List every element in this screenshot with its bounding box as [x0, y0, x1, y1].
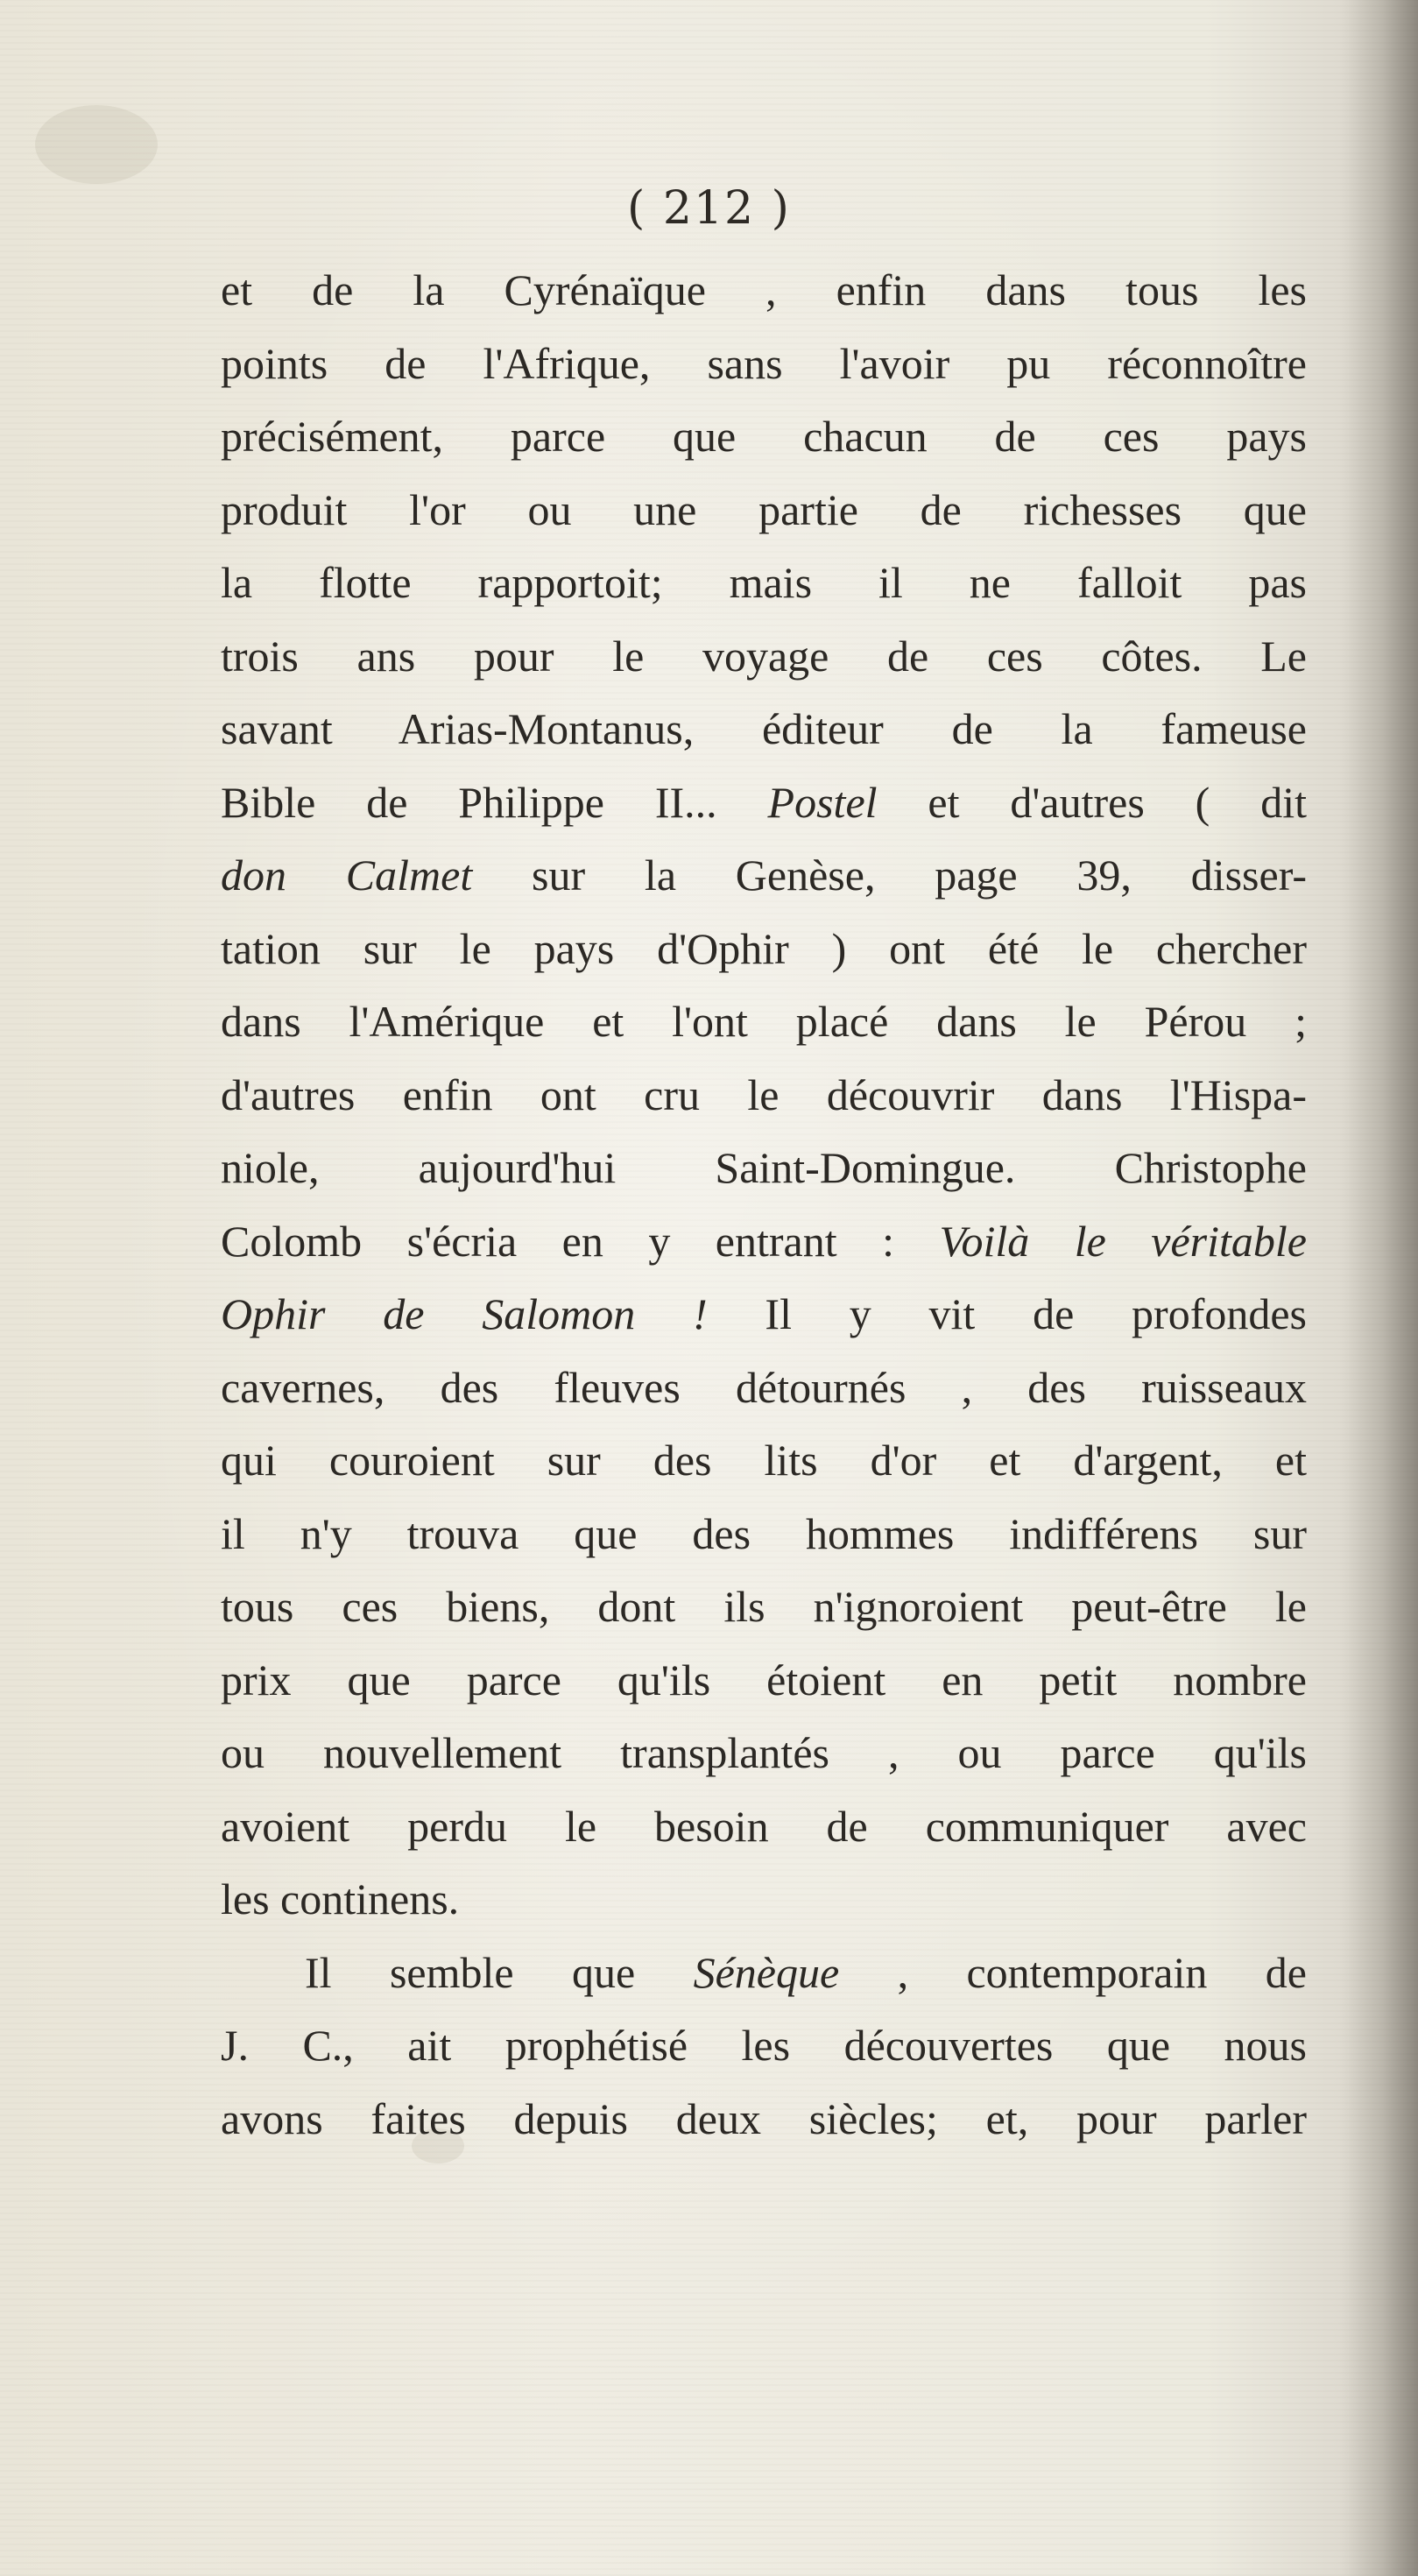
- text-line: [221, 328, 1307, 401]
- text-line: [221, 1570, 1307, 1644]
- text-line: [221, 693, 1307, 766]
- italic-text: Postel: [767, 777, 878, 827]
- text-segment: dans l'Amérique et l'ont placé dans le Pérou ;: [221, 997, 1307, 1046]
- text-segment: niole, aujourd'hui Saint-Domingue. Christophe: [221, 1143, 1307, 1192]
- text-line: [221, 1205, 1307, 1279]
- text-segment: prix que parce qu'ils étoient en petit nombre: [221, 1655, 1307, 1704]
- body-text: [221, 254, 1307, 2156]
- text-line: [221, 839, 1307, 913]
- text-segment: J. C., ait prophétisé les découvertes que nous: [221, 2021, 1307, 2070]
- text-line: [221, 1132, 1307, 1205]
- text-line: [221, 1937, 1307, 2010]
- text-line: [221, 1352, 1307, 1425]
- text-segment: tous ces biens, dont ils n'ignoroient peut-être le: [221, 1582, 1307, 1631]
- paper-stain: [35, 105, 158, 184]
- text-segment: tation sur le pays d'Ophir ) ont été le chercher: [221, 923, 1307, 973]
- italic-text: Sénèque: [693, 1947, 840, 1997]
- text-segment: d'autres enfin ont cru le découvrir dans l'Hispa-: [221, 1069, 1307, 1119]
- text-segment: la flotte rapportoit; mais il ne falloit pas: [221, 558, 1307, 607]
- text-segment: , contemporain de: [839, 1947, 1307, 1997]
- text-line: [221, 1278, 1307, 1352]
- text-line: [221, 400, 1307, 474]
- text-segment: Il y vit de profondes: [707, 1289, 1307, 1338]
- text-line: [221, 1863, 1307, 1937]
- text-line: [221, 985, 1307, 1059]
- text-segment: Il semble que: [305, 1947, 694, 1997]
- text-segment: produit l'or ou une partie de richesses que: [221, 484, 1307, 534]
- text-line: [221, 1498, 1307, 1571]
- text-segment: et d'autres ( dit: [877, 777, 1307, 827]
- text-line: [221, 1059, 1307, 1133]
- text-segment: avoient perdu le besoin de communiquer avec: [221, 1801, 1307, 1851]
- text-segment: précisément, parce que chacun de ces pays: [221, 412, 1307, 461]
- text-segment: les continens.: [221, 1874, 460, 1923]
- text-line: [221, 913, 1307, 986]
- text-segment: Colomb s'écria en y entrant :: [221, 1216, 940, 1266]
- text-segment: cavernes, des fleuves détournés , des ruisseaux: [221, 1362, 1307, 1412]
- text-segment: savant Arias-Montanus, éditeur de la fameuse: [221, 704, 1307, 753]
- text-segment: sur la Genèse, page 39, disser-: [472, 850, 1307, 900]
- text-line: [221, 2009, 1307, 2083]
- text-segment: Bible de Philippe II...: [221, 777, 768, 827]
- text-line: [221, 547, 1307, 620]
- text-line: [221, 766, 1307, 840]
- italic-text: Ophir de Salomon !: [221, 1289, 708, 1338]
- text-segment: points de l'Afrique, sans l'avoir pu réconnoître: [221, 338, 1307, 388]
- text-line: [221, 1790, 1307, 1864]
- text-line: [221, 620, 1307, 694]
- text-line: [221, 254, 1307, 328]
- text-segment: et de la Cyrénaïque , enfin dans tous les: [221, 265, 1307, 314]
- page-number: ( 212 ): [627, 182, 791, 235]
- text-segment: avons faites depuis deux siècles; et, pour parler: [221, 2093, 1307, 2143]
- italic-text: Voilà le véritable: [939, 1216, 1307, 1266]
- text-segment: ou nouvellement transplantés , ou parce qu'ils: [221, 1728, 1307, 1777]
- text-line: [221, 474, 1307, 547]
- italic-text: don Calmet: [221, 850, 473, 900]
- text-segment: il n'y trouva que des hommes indifférens sur: [221, 1508, 1307, 1558]
- spine-shadow: [1339, 0, 1418, 2576]
- text-line: [221, 1717, 1307, 1790]
- text-segment: trois ans pour le voyage de ces côtes. Le: [221, 631, 1307, 681]
- text-line: [221, 1644, 1307, 1718]
- text-line: [221, 2083, 1307, 2156]
- text-line: [221, 1424, 1307, 1498]
- text-segment: qui couroient sur des lits d'or et d'argent, et: [221, 1436, 1307, 1485]
